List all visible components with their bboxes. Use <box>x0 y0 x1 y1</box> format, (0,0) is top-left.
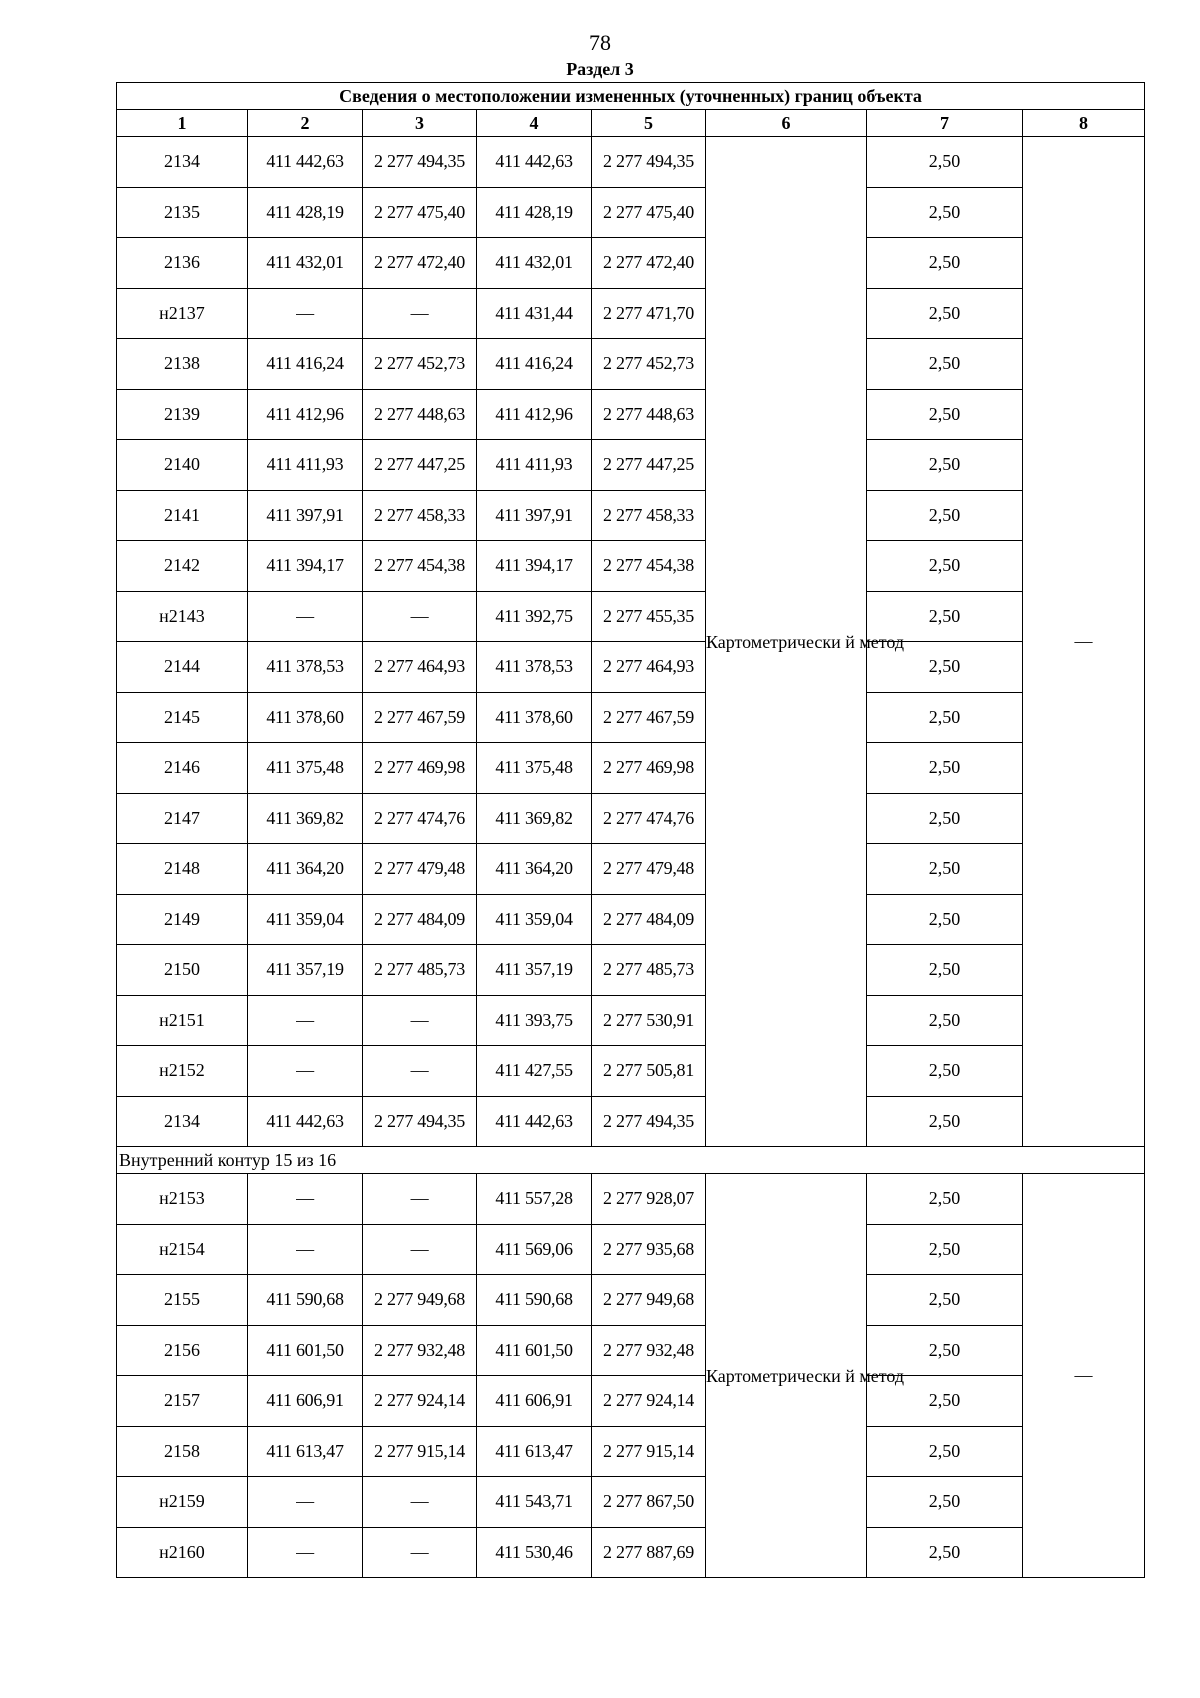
old-x-cell: 411 364,20 <box>248 844 363 895</box>
new-y-cell: 2 277 928,07 <box>592 1174 706 1225</box>
old-x-cell: — <box>248 1046 363 1097</box>
new-y-cell: 2 277 472,40 <box>592 238 706 289</box>
old-x-cell: 411 601,50 <box>248 1325 363 1376</box>
new-y-cell: 2 277 454,38 <box>592 541 706 592</box>
new-y-cell: 2 277 474,76 <box>592 793 706 844</box>
table-row <box>117 591 1145 642</box>
table-row <box>117 1527 1145 1578</box>
old-y-cell: 2 277 949,68 <box>363 1275 477 1326</box>
point-number-cell: н2153 <box>117 1174 248 1225</box>
table-row <box>117 844 1145 895</box>
old-y-cell: 2 277 924,14 <box>363 1376 477 1427</box>
new-x-cell: 411 442,63 <box>477 1096 592 1147</box>
point-number-cell: 2138 <box>117 339 248 390</box>
old-x-cell: — <box>248 591 363 642</box>
table-row <box>117 945 1145 996</box>
accuracy-cell: 2,50 <box>867 1426 1023 1477</box>
point-number-cell: 2155 <box>117 1275 248 1326</box>
new-y-cell: 2 277 469,98 <box>592 743 706 794</box>
new-y-cell: 2 277 484,09 <box>592 894 706 945</box>
old-x-cell: 411 359,04 <box>248 894 363 945</box>
old-x-cell: — <box>248 1224 363 1275</box>
point-number-cell: 2146 <box>117 743 248 794</box>
old-x-cell: 411 606,91 <box>248 1376 363 1427</box>
accuracy-cell: 2,50 <box>867 137 1023 188</box>
new-y-cell: 2 277 494,35 <box>592 137 706 188</box>
accuracy-cell: 2,50 <box>867 945 1023 996</box>
old-y-cell: 2 277 494,35 <box>363 137 477 188</box>
point-number-cell: н2143 <box>117 591 248 642</box>
new-y-cell: 2 277 887,69 <box>592 1527 706 1578</box>
old-y-cell: 2 277 452,73 <box>363 339 477 390</box>
old-x-cell: 411 428,19 <box>248 187 363 238</box>
point-number-cell: н2152 <box>117 1046 248 1097</box>
point-number-cell: 2142 <box>117 541 248 592</box>
old-y-cell: 2 277 479,48 <box>363 844 477 895</box>
table-row <box>117 187 1145 238</box>
point-number-cell: 2156 <box>117 1325 248 1376</box>
old-x-cell: 411 394,17 <box>248 541 363 592</box>
point-number-cell: 2134 <box>117 137 248 188</box>
accuracy-cell: 2,50 <box>867 1527 1023 1578</box>
table-row <box>117 894 1145 945</box>
point-number-cell: н2160 <box>117 1527 248 1578</box>
old-x-cell: 411 412,96 <box>248 389 363 440</box>
new-x-cell: 411 378,53 <box>477 642 592 693</box>
new-y-cell: 2 277 530,91 <box>592 995 706 1046</box>
point-number-cell: 2136 <box>117 238 248 289</box>
new-y-cell: 2 277 475,40 <box>592 187 706 238</box>
old-x-cell: 411 416,24 <box>248 339 363 390</box>
point-number-cell: 2145 <box>117 692 248 743</box>
table-row <box>117 1096 1145 1147</box>
old-x-cell: 411 613,47 <box>248 1426 363 1477</box>
old-x-cell: 411 375,48 <box>248 743 363 794</box>
new-x-cell: 411 397,91 <box>477 490 592 541</box>
old-x-cell: 411 378,60 <box>248 692 363 743</box>
accuracy-cell: 2,50 <box>867 743 1023 794</box>
new-x-cell: 411 393,75 <box>477 995 592 1046</box>
new-x-cell: 411 432,01 <box>477 238 592 289</box>
coordinates-table <box>116 82 1145 1578</box>
accuracy-cell: 2,50 <box>867 288 1023 339</box>
old-x-cell: 411 590,68 <box>248 1275 363 1326</box>
new-y-cell: 2 277 935,68 <box>592 1224 706 1275</box>
old-y-cell: 2 277 448,63 <box>363 389 477 440</box>
accuracy-cell: 2,50 <box>867 1275 1023 1326</box>
new-x-cell: 411 543,71 <box>477 1477 592 1528</box>
accuracy-cell: 2,50 <box>867 389 1023 440</box>
method-cell: Картометрически й метод <box>706 137 867 1147</box>
point-number-cell: 2148 <box>117 844 248 895</box>
old-x-cell: 411 378,53 <box>248 642 363 693</box>
point-number-cell: н2137 <box>117 288 248 339</box>
new-x-cell: 411 428,19 <box>477 187 592 238</box>
point-number-cell: 2139 <box>117 389 248 440</box>
old-y-cell: 2 277 475,40 <box>363 187 477 238</box>
old-y-cell: 2 277 467,59 <box>363 692 477 743</box>
column-header-3: 3 <box>363 110 477 137</box>
old-y-cell: 2 277 932,48 <box>363 1325 477 1376</box>
old-y-cell: — <box>363 1527 477 1578</box>
point-number-cell: 2150 <box>117 945 248 996</box>
accuracy-cell: 2,50 <box>867 490 1023 541</box>
new-x-cell: 411 613,47 <box>477 1426 592 1477</box>
table-row <box>117 238 1145 289</box>
new-y-cell: 2 277 458,33 <box>592 490 706 541</box>
new-x-cell: 411 530,46 <box>477 1527 592 1578</box>
method-cell: Картометрически й метод <box>706 1174 867 1578</box>
column-header-5: 5 <box>592 110 706 137</box>
table-row <box>117 1376 1145 1427</box>
old-x-cell: 411 397,91 <box>248 490 363 541</box>
old-y-cell: 2 277 485,73 <box>363 945 477 996</box>
old-y-cell: 2 277 458,33 <box>363 490 477 541</box>
table-row <box>117 541 1145 592</box>
accuracy-cell: 2,50 <box>867 1477 1023 1528</box>
table-body <box>117 83 1145 1578</box>
old-x-cell: 411 411,93 <box>248 440 363 491</box>
old-x-cell: 411 442,63 <box>248 137 363 188</box>
old-x-cell: 411 442,63 <box>248 1096 363 1147</box>
old-y-cell: — <box>363 1174 477 1225</box>
new-y-cell: 2 277 471,70 <box>592 288 706 339</box>
accuracy-cell: 2,50 <box>867 894 1023 945</box>
new-y-cell: 2 277 932,48 <box>592 1325 706 1376</box>
new-y-cell: 2 277 949,68 <box>592 1275 706 1326</box>
column-header-4: 4 <box>477 110 592 137</box>
new-y-cell: 2 277 867,50 <box>592 1477 706 1528</box>
old-x-cell: 411 369,82 <box>248 793 363 844</box>
old-x-cell: — <box>248 288 363 339</box>
point-number-cell: 2149 <box>117 894 248 945</box>
column-header-6: 6 <box>706 110 867 137</box>
table-row <box>117 743 1145 794</box>
point-number-cell: н2151 <box>117 995 248 1046</box>
old-y-cell: — <box>363 995 477 1046</box>
old-y-cell: — <box>363 1224 477 1275</box>
page-number: 78 <box>589 30 611 55</box>
new-x-cell: 411 427,55 <box>477 1046 592 1097</box>
old-y-cell: 2 277 915,14 <box>363 1426 477 1477</box>
accuracy-cell: 2,50 <box>867 1224 1023 1275</box>
new-x-cell: 411 364,20 <box>477 844 592 895</box>
new-x-cell: 411 359,04 <box>477 894 592 945</box>
table-row <box>117 490 1145 541</box>
accuracy-cell: 2,50 <box>867 339 1023 390</box>
new-x-cell: 411 569,06 <box>477 1224 592 1275</box>
old-y-cell: 2 277 464,93 <box>363 642 477 693</box>
accuracy-cell: 2,50 <box>867 1046 1023 1097</box>
table-row <box>117 1426 1145 1477</box>
new-y-cell: 2 277 915,14 <box>592 1426 706 1477</box>
old-x-cell: — <box>248 995 363 1046</box>
column-header-row <box>117 110 1145 137</box>
section-title: Раздел 3 <box>566 59 634 79</box>
old-y-cell: 2 277 494,35 <box>363 1096 477 1147</box>
accuracy-cell: 2,50 <box>867 541 1023 592</box>
new-y-cell: 2 277 452,73 <box>592 339 706 390</box>
accuracy-cell: 2,50 <box>867 187 1023 238</box>
new-y-cell: 2 277 924,14 <box>592 1376 706 1427</box>
table-caption: Сведения о местоположении измененных (уточненных) границ объекта <box>117 83 1145 110</box>
new-x-cell: 411 606,91 <box>477 1376 592 1427</box>
new-x-cell: 411 601,50 <box>477 1325 592 1376</box>
new-x-cell: 411 442,63 <box>477 137 592 188</box>
point-number-cell: 2134 <box>117 1096 248 1147</box>
accuracy-cell: 2,50 <box>867 692 1023 743</box>
accuracy-cell: 2,50 <box>867 591 1023 642</box>
new-y-cell: 2 277 479,48 <box>592 844 706 895</box>
new-x-cell: 411 411,93 <box>477 440 592 491</box>
table-row <box>117 440 1145 491</box>
contour-label-row <box>117 1147 1145 1174</box>
table-row <box>117 1046 1145 1097</box>
new-x-cell: 411 412,96 <box>477 389 592 440</box>
new-y-cell: 2 277 448,63 <box>592 389 706 440</box>
new-x-cell: 411 378,60 <box>477 692 592 743</box>
column8-cell: — <box>1023 137 1145 1147</box>
accuracy-cell: 2,50 <box>867 793 1023 844</box>
table-row <box>117 288 1145 339</box>
new-y-cell: 2 277 505,81 <box>592 1046 706 1097</box>
point-number-cell: 2157 <box>117 1376 248 1427</box>
old-y-cell: — <box>363 591 477 642</box>
accuracy-cell: 2,50 <box>867 642 1023 693</box>
old-y-cell: — <box>363 1477 477 1528</box>
old-y-cell: 2 277 447,25 <box>363 440 477 491</box>
new-x-cell: 411 590,68 <box>477 1275 592 1326</box>
new-x-cell: 411 392,75 <box>477 591 592 642</box>
accuracy-cell: 2,50 <box>867 1325 1023 1376</box>
new-y-cell: 2 277 485,73 <box>592 945 706 996</box>
new-y-cell: 2 277 447,25 <box>592 440 706 491</box>
column-header-7: 7 <box>867 110 1023 137</box>
new-x-cell: 411 431,44 <box>477 288 592 339</box>
old-x-cell: 411 357,19 <box>248 945 363 996</box>
point-number-cell: 2135 <box>117 187 248 238</box>
new-x-cell: 411 369,82 <box>477 793 592 844</box>
column-header-8: 8 <box>1023 110 1145 137</box>
accuracy-cell: 2,50 <box>867 238 1023 289</box>
contour-label: Внутренний контур 15 из 16 <box>117 1147 1145 1174</box>
new-x-cell: 411 394,17 <box>477 541 592 592</box>
accuracy-cell: 2,50 <box>867 440 1023 491</box>
old-x-cell: — <box>248 1174 363 1225</box>
table-row <box>117 793 1145 844</box>
point-number-cell: н2154 <box>117 1224 248 1275</box>
old-y-cell: 2 277 469,98 <box>363 743 477 794</box>
accuracy-cell: 2,50 <box>867 844 1023 895</box>
point-number-cell: 2147 <box>117 793 248 844</box>
old-y-cell: 2 277 454,38 <box>363 541 477 592</box>
table-row <box>117 1325 1145 1376</box>
table-row <box>117 339 1145 390</box>
new-x-cell: 411 557,28 <box>477 1174 592 1225</box>
column8-cell: — <box>1023 1174 1145 1578</box>
table-row <box>117 642 1145 693</box>
old-x-cell: — <box>248 1477 363 1528</box>
point-number-cell: 2144 <box>117 642 248 693</box>
old-y-cell: 2 277 472,40 <box>363 238 477 289</box>
old-x-cell: 411 432,01 <box>248 238 363 289</box>
accuracy-cell: 2,50 <box>867 1096 1023 1147</box>
new-x-cell: 411 416,24 <box>477 339 592 390</box>
old-y-cell: — <box>363 288 477 339</box>
point-number-cell: 2140 <box>117 440 248 491</box>
table-row <box>117 1174 1145 1225</box>
new-y-cell: 2 277 494,35 <box>592 1096 706 1147</box>
column-header-1: 1 <box>117 110 248 137</box>
point-number-cell: 2141 <box>117 490 248 541</box>
old-y-cell: — <box>363 1046 477 1097</box>
table-row <box>117 389 1145 440</box>
column-header-2: 2 <box>248 110 363 137</box>
old-y-cell: 2 277 484,09 <box>363 894 477 945</box>
accuracy-cell: 2,50 <box>867 1376 1023 1427</box>
old-x-cell: — <box>248 1527 363 1578</box>
new-y-cell: 2 277 455,35 <box>592 591 706 642</box>
table-row <box>117 1275 1145 1326</box>
table-row <box>117 1477 1145 1528</box>
table-row <box>117 692 1145 743</box>
old-y-cell: 2 277 474,76 <box>363 793 477 844</box>
table-row <box>117 137 1145 188</box>
new-x-cell: 411 357,19 <box>477 945 592 996</box>
point-number-cell: 2158 <box>117 1426 248 1477</box>
table-caption-row <box>117 83 1145 110</box>
accuracy-cell: 2,50 <box>867 995 1023 1046</box>
table-row <box>117 995 1145 1046</box>
new-y-cell: 2 277 464,93 <box>592 642 706 693</box>
new-x-cell: 411 375,48 <box>477 743 592 794</box>
new-y-cell: 2 277 467,59 <box>592 692 706 743</box>
accuracy-cell: 2,50 <box>867 1174 1023 1225</box>
point-number-cell: н2159 <box>117 1477 248 1528</box>
table-row <box>117 1224 1145 1275</box>
